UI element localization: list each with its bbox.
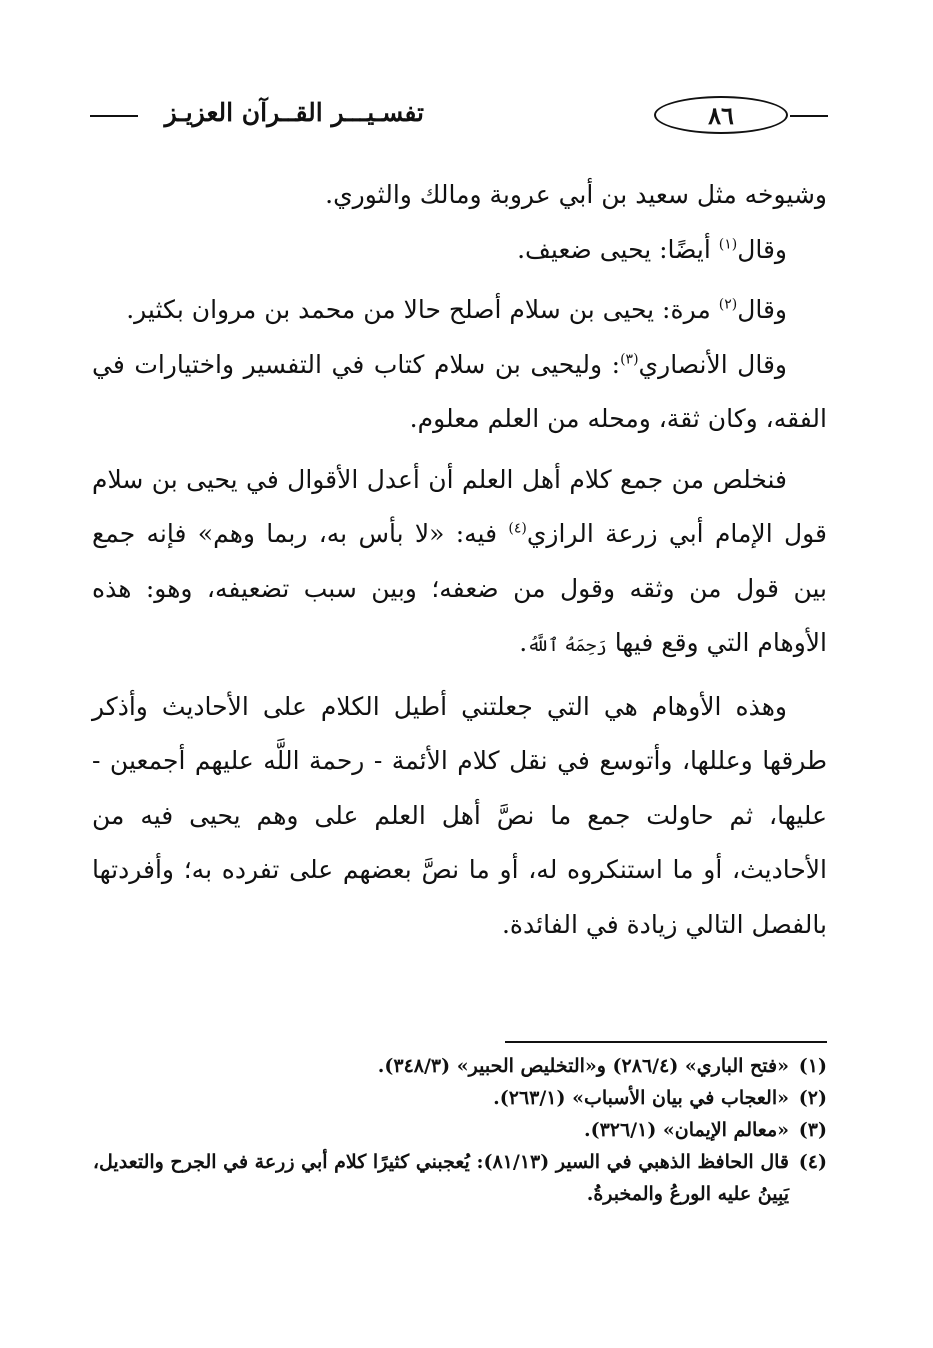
honorific-glyph: رَحِمَهُ ٱللَّهُ — [527, 635, 607, 656]
footnotes — [92, 1050, 827, 1210]
footnote-number: (٣) — [798, 1119, 827, 1141]
footnote-1 — [92, 1050, 827, 1082]
paragraph-3-rest: مرة: يحيى بن سلام أصلح حالا من محمد بن مروان بكثير. — [126, 295, 719, 324]
footnote-ref-4: (٤) — [508, 520, 527, 537]
paragraph-2-rest: أيضًا: يحيى ضعيف. — [517, 234, 719, 264]
footnote-number: (٢) — [798, 1087, 827, 1109]
footnote-3 — [92, 1114, 827, 1146]
paragraph-3 — [92, 283, 827, 338]
paragraph-4-lead: وقال الأنصاري — [638, 349, 787, 379]
footnote-4 — [92, 1146, 827, 1210]
page-number-oval — [654, 96, 788, 134]
footnote-ref-3: (٣) — [620, 351, 639, 368]
book-title: تفسـيـــر القــرآن العزيـز — [164, 98, 424, 127]
paragraph-1: وشيوخه مثل سعيد بن أبي عروبة ومالك والثوري. — [325, 180, 827, 209]
paragraph-4 — [92, 338, 827, 447]
paragraph-6: وهذه الأوهام هي التي جعلتني أطيل الكلام على الأحاديث وأذكر طرقها وعللها، وأتوسع في نقل كلام الأئمة - رحمة اللَّه عليهم أجمعين - عليها، ثم حاولت جمع ما نصَّ أهل العلم على وهم يحيى فيه من الأحاديث، أو ما استنكروه له، أو ما نصَّ بعضهم على تفرده به؛ وأفردتها بالفصل التالي زيادة في الفائدة. — [92, 691, 827, 939]
paragraph-5 — [92, 453, 827, 674]
footnote-text: «معالم الإيمان» (٣٢٦/١). — [583, 1119, 789, 1141]
footnote-text: «العجاب في بيان الأسباب» (٢٦٣/١). — [493, 1087, 789, 1109]
paragraph-5-rest: فيه: «لا بأس به، ربما وهم» فإنه جمع بين قول من وثقه وقول من ضعفه؛ وبين سبب تضعيفه، وهو: هذه الأوهام التي وقع فيها — [92, 519, 827, 657]
header-rule-left — [90, 115, 138, 117]
footnote-text: «فتح الباري» (٢٨٦/٤) و«التخليص الحبير» (٣٤٨/٣). — [377, 1055, 789, 1077]
paragraph-2-lead: وقال — [737, 234, 787, 264]
paragraph-5-end: . — [519, 628, 528, 657]
footnote-separator — [505, 1041, 827, 1043]
footnote-ref-1: (١) — [718, 236, 738, 253]
footnote-text: قال الحافظ الذهبي في السير (٨١/١٣): يُعجبني كثيرًا كلام أبي زرعة في الجرح والتعديل، يَبِينُ عليه الورعُ والمخبرةُ. — [92, 1151, 789, 1205]
footnote-number: (١) — [798, 1055, 827, 1077]
main-text — [92, 168, 827, 952]
paragraph-5-lead: فنخلص من جمع كلام أهل العلم أن أعدل الأقوال في يحيى بن سلام قول الإمام أبي زرعة الرازي — [92, 464, 827, 548]
footnote-number: (٤) — [798, 1151, 827, 1173]
header-rule-right — [790, 115, 828, 117]
paragraph-2 — [92, 223, 827, 278]
page-header — [90, 96, 828, 136]
paragraph-3-lead: وقال — [737, 295, 787, 324]
paragraph-4-rest: : وليحيى بن سلام كتاب في التفسير واختيارات في الفقه، وكان ثقة، ومحله من العلم معلوم. — [92, 349, 827, 433]
footnote-2 — [92, 1082, 827, 1114]
footnote-ref-2: (٢) — [718, 296, 738, 313]
page-number: ٨٦ — [708, 100, 734, 130]
